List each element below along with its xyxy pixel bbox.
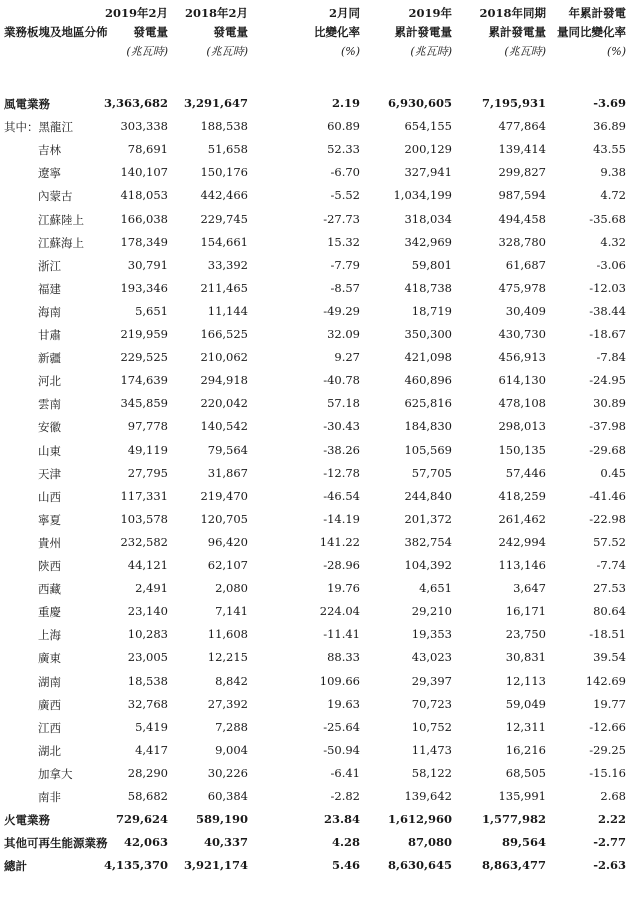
row-value: -35.68 [589, 211, 626, 226]
row-value: -6.41 [330, 765, 360, 780]
row-value: -12.03 [589, 280, 626, 295]
row-value: 154,661 [200, 234, 248, 249]
row-label: 廣西 [38, 697, 61, 712]
row-value: -7.79 [330, 257, 360, 272]
row-value: 15.32 [327, 234, 360, 249]
row-value: 5.46 [331, 858, 360, 873]
row-value: 40,337 [203, 835, 248, 850]
row-value: 232,582 [120, 534, 168, 549]
row-value: 3,647 [513, 581, 546, 596]
table-row [0, 855, 640, 878]
row-value: 60,384 [207, 789, 248, 803]
row-value: 211,465 [200, 280, 248, 295]
row-value: 57,446 [505, 465, 546, 480]
row-value: 9.27 [334, 350, 360, 365]
row-value: 89,564 [501, 835, 546, 850]
row-label: 江西 [38, 720, 61, 735]
row-value: 23,750 [505, 627, 546, 642]
row-value: 987,594 [498, 188, 546, 203]
table-row [0, 139, 640, 162]
table-row [0, 463, 640, 486]
row-value: 11,144 [207, 303, 248, 318]
row-value: 1,612,960 [387, 812, 452, 827]
row-label: 甘肅 [38, 328, 61, 342]
row-value: 30,791 [127, 257, 168, 272]
row-value: -30.43 [323, 419, 360, 434]
row-value: 58,122 [411, 765, 452, 780]
row-value: -8.57 [330, 280, 360, 295]
row-value: -18.51 [589, 627, 626, 642]
row-value: 57.52 [593, 534, 626, 549]
row-value: 44,121 [127, 558, 168, 572]
table-row [0, 93, 640, 116]
table-row [0, 647, 640, 670]
row-label: 貴州 [38, 535, 61, 550]
table-row [0, 278, 640, 301]
row-value: -3.69 [593, 96, 626, 110]
row-value: -38.26 [323, 442, 360, 457]
row-label: 風電業務 [4, 97, 50, 111]
row-value: 23,140 [127, 604, 168, 619]
row-value: 18,538 [127, 673, 168, 688]
row-value: 80.64 [593, 604, 626, 619]
table-row [0, 440, 640, 463]
row-value: 139,414 [498, 142, 546, 157]
row-value: 59,049 [505, 696, 546, 711]
row-value: 36.89 [593, 119, 626, 134]
row-value: 12,311 [505, 719, 546, 734]
row-value: 7,288 [215, 719, 248, 734]
row-value: 96,420 [207, 534, 248, 549]
row-label: 加拿大 [38, 766, 73, 781]
row-value: 31,867 [207, 465, 248, 480]
row-label: 其中：黑龍江 [4, 120, 73, 135]
row-value: 1,034,199 [393, 188, 452, 203]
row-value: 1,577,982 [481, 812, 546, 827]
row-value: 229,525 [120, 350, 168, 365]
row-value: 27,795 [127, 465, 168, 480]
table-row [0, 162, 640, 185]
table-row [0, 232, 640, 255]
row-value: 62,107 [207, 558, 248, 572]
row-value: 32.09 [327, 327, 360, 341]
row-value: 166,525 [200, 327, 248, 341]
row-value: 28,290 [127, 765, 168, 780]
row-value: 4.72 [600, 188, 626, 203]
row-value: 8,630,645 [387, 858, 452, 873]
row-value: 188,538 [200, 119, 248, 134]
table-row [0, 116, 640, 139]
header-col-ytd-2019: 2019年 累計發電量 (兆瓦時) [394, 6, 452, 58]
row-value: 219,470 [200, 488, 248, 503]
row-value: 9,004 [215, 742, 248, 757]
table-row [0, 209, 640, 232]
row-value: -37.98 [589, 419, 626, 434]
row-value: 224.04 [319, 604, 360, 619]
row-value: 117,331 [120, 488, 168, 503]
row-value: -27.73 [323, 211, 360, 226]
row-value: 299,827 [498, 165, 546, 180]
row-value: 59,801 [411, 257, 452, 272]
row-value: 318,034 [404, 211, 452, 226]
row-value: 193,346 [120, 280, 168, 295]
header-col-feb-2019: 2019年2月 發電量 (兆瓦時) [104, 6, 168, 58]
row-value: 140,542 [200, 419, 248, 434]
row-value: -50.94 [323, 742, 360, 757]
row-value: 57,705 [411, 465, 452, 480]
row-label: 上海 [38, 628, 61, 643]
table-row [0, 740, 640, 763]
row-value: 654,155 [404, 119, 452, 134]
row-value: 19.63 [327, 696, 360, 711]
row-value: 58,682 [127, 789, 168, 803]
row-value: -5.52 [330, 188, 360, 203]
table-row [0, 185, 640, 208]
row-value: 261,462 [498, 511, 546, 526]
row-label: 新疆 [38, 351, 61, 366]
row-value: 97,778 [127, 419, 168, 434]
row-label: 湖北 [38, 743, 61, 758]
row-value: -6.70 [330, 165, 360, 180]
row-value: 2,080 [215, 581, 248, 596]
row-value: -29.68 [589, 442, 626, 457]
row-value: 43.55 [593, 142, 626, 157]
row-value: -22.98 [589, 511, 626, 526]
row-value: 4,651 [419, 581, 452, 596]
row-value: 2,491 [135, 581, 168, 596]
row-value: 8,842 [215, 673, 248, 688]
table-row [0, 509, 640, 532]
row-value: 303,338 [120, 119, 168, 134]
row-value: 7,195,931 [481, 96, 546, 110]
row-value: 430,730 [498, 327, 546, 341]
row-value: 0.45 [600, 465, 626, 480]
row-value: 2.19 [331, 96, 360, 110]
header-col-ytd-2018: 2018年同期 累計發電量 (兆瓦時) [479, 6, 546, 58]
row-value: 19.76 [327, 581, 360, 596]
row-value: -49.29 [323, 303, 360, 318]
row-value: -25.64 [323, 719, 360, 734]
row-value: 2.22 [597, 812, 626, 827]
row-value: 16,171 [505, 604, 546, 619]
row-value: 5,419 [135, 719, 168, 734]
row-value: 2.68 [600, 789, 626, 803]
row-value: 52.33 [327, 142, 360, 157]
row-value: -46.54 [323, 488, 360, 503]
row-value: 4.28 [331, 835, 360, 850]
row-value: 589,190 [195, 812, 248, 827]
row-value: 614,130 [498, 373, 546, 388]
row-value: -41.46 [589, 488, 626, 503]
row-value: 729,624 [115, 812, 168, 827]
row-value: 494,458 [498, 211, 546, 226]
table-row [0, 717, 640, 740]
row-value: 478,108 [498, 396, 546, 411]
header-col-ytd-yoy: 年累計發電 量同比變化率 (%) [557, 6, 626, 58]
row-value: 4.32 [600, 234, 626, 249]
table-row [0, 393, 640, 416]
row-value: 33,392 [207, 257, 248, 272]
row-value: 120,705 [200, 511, 248, 526]
row-label: 重慶 [38, 605, 61, 620]
row-value: 32,768 [127, 696, 168, 711]
row-value: 421,098 [404, 350, 452, 365]
row-value: -2.82 [330, 789, 360, 803]
table-row [0, 671, 640, 694]
row-value: 78,691 [127, 142, 168, 157]
row-value: 5,651 [135, 303, 168, 318]
table-header [0, 0, 640, 82]
row-value: 19.77 [593, 696, 626, 711]
table-row [0, 601, 640, 624]
row-label: 海南 [38, 304, 61, 319]
row-value: 139,642 [404, 789, 452, 803]
row-label: 西藏 [38, 582, 61, 597]
row-value: -18.67 [589, 327, 626, 341]
row-label: 安徽 [38, 420, 61, 435]
row-label: 南非 [38, 790, 61, 804]
header-col-feb-yoy: 2月同 比變化率 (%) [314, 6, 360, 58]
header-label: 業務板塊及地區分佈 [4, 25, 108, 39]
row-value: 61,687 [505, 257, 546, 272]
row-value: 68,505 [505, 765, 546, 780]
table-row [0, 832, 640, 855]
row-value: -12.78 [323, 465, 360, 480]
row-value: 39.54 [593, 650, 626, 665]
table-row [0, 301, 640, 324]
row-value: 88.33 [327, 650, 360, 665]
row-label: 湖南 [38, 674, 61, 689]
row-value: 49,119 [127, 442, 168, 457]
row-label: 總計 [4, 859, 27, 874]
row-value: 456,913 [498, 350, 546, 365]
table-row [0, 624, 640, 647]
row-label: 江蘇陸上 [38, 212, 84, 227]
table-row [0, 809, 640, 832]
row-label: 遼寧 [38, 166, 61, 181]
row-value: 87,080 [407, 835, 452, 850]
table-row [0, 486, 640, 509]
row-value: 327,941 [404, 165, 452, 180]
row-value: 475,978 [498, 280, 546, 295]
row-value: 105,569 [404, 442, 452, 457]
row-value: 150,135 [498, 442, 546, 457]
row-value: 242,994 [498, 534, 546, 549]
table-row [0, 555, 640, 578]
row-value: 109.66 [319, 673, 360, 688]
row-value: 200,129 [404, 142, 452, 157]
table-row [0, 255, 640, 278]
row-value: -14.19 [323, 511, 360, 526]
table-row [0, 786, 640, 809]
row-value: 294,918 [200, 373, 248, 388]
table-row [0, 763, 640, 786]
row-value: 3,291,647 [183, 96, 248, 110]
row-value: 43,023 [411, 650, 452, 665]
row-value: 11,473 [411, 742, 452, 757]
row-label: 天津 [38, 466, 61, 481]
row-value: -7.74 [596, 558, 626, 572]
header-col-feb-2018: 2018年2月 發電量 (兆瓦時) [184, 6, 248, 58]
row-value: 104,392 [404, 558, 452, 572]
row-value: 166,038 [120, 211, 168, 226]
table-row [0, 694, 640, 717]
row-value: 103,578 [120, 511, 168, 526]
row-value: 27.53 [593, 581, 626, 596]
row-label: 吉林 [38, 143, 61, 158]
row-value: 57.18 [327, 396, 360, 411]
row-value: 6,930,605 [387, 96, 452, 110]
row-value: 244,840 [404, 488, 452, 503]
row-value: -2.77 [593, 835, 626, 850]
row-value: -38.44 [589, 303, 626, 318]
table-row [0, 324, 640, 347]
table-row [0, 370, 640, 393]
row-value: 184,830 [404, 419, 452, 434]
row-value: 460,896 [404, 373, 452, 388]
row-label: 雲南 [38, 397, 61, 412]
row-value: 342,969 [404, 234, 452, 249]
row-value: 142.69 [585, 673, 626, 688]
row-value: 60.89 [327, 119, 360, 134]
row-value: 113,146 [498, 558, 546, 572]
row-value: -24.95 [589, 373, 626, 388]
row-value: 8,863,477 [481, 858, 546, 873]
row-value: 418,053 [120, 188, 168, 203]
row-value: 4,135,370 [103, 858, 168, 873]
row-value: 12,215 [207, 650, 248, 665]
row-value: 141.22 [319, 534, 360, 549]
row-label: 寧夏 [38, 512, 61, 527]
row-value: 201,372 [404, 511, 452, 526]
row-value: 29,210 [411, 604, 452, 619]
row-value: -29.25 [589, 742, 626, 757]
row-value: 150,176 [200, 165, 248, 180]
row-value: 135,991 [498, 789, 546, 803]
row-value: 79,564 [207, 442, 248, 457]
row-value: -28.96 [323, 558, 360, 572]
row-value: 220,042 [200, 396, 248, 411]
row-value: 30,226 [207, 765, 248, 780]
row-value: 19,353 [411, 627, 452, 642]
row-label: 山西 [38, 489, 61, 504]
row-value: 3,363,682 [103, 96, 168, 110]
row-value: -15.16 [589, 765, 626, 780]
row-value: 27,392 [207, 696, 248, 711]
row-value: -3.06 [596, 257, 626, 272]
row-label: 山東 [38, 443, 61, 458]
row-value: 477,864 [498, 119, 546, 134]
table-row [0, 347, 640, 370]
row-label: 浙江 [38, 258, 61, 273]
row-label: 廣東 [38, 651, 61, 666]
row-value: 625,816 [404, 396, 452, 411]
row-value: 30,409 [505, 303, 546, 318]
row-value: 229,745 [200, 211, 248, 226]
row-value: 11,608 [207, 627, 248, 642]
table-row [0, 416, 640, 439]
row-value: 23,005 [127, 650, 168, 665]
row-value: 23.84 [323, 812, 360, 827]
row-value: 140,107 [120, 165, 168, 180]
row-value: 51,658 [207, 142, 248, 157]
row-value: 7,141 [215, 604, 248, 619]
row-value: 219,959 [120, 327, 168, 341]
table-row [0, 532, 640, 555]
row-value: 382,754 [404, 534, 452, 549]
row-value: 18,719 [411, 303, 452, 318]
row-value: 29,397 [411, 673, 452, 688]
table-row [0, 578, 640, 601]
row-value: 9.38 [600, 165, 626, 180]
row-value: 418,259 [498, 488, 546, 503]
row-value: 442,466 [200, 188, 248, 203]
row-value: 328,780 [498, 234, 546, 249]
row-label: 河北 [38, 374, 61, 389]
row-value: 30.89 [593, 396, 626, 411]
row-value: 350,300 [404, 327, 452, 341]
row-value: 10,752 [411, 719, 452, 734]
row-label: 江蘇海上 [38, 235, 84, 250]
row-value: 174,639 [120, 373, 168, 388]
row-value: -2.63 [593, 858, 626, 873]
row-label: 福建 [38, 281, 61, 296]
row-label: 內蒙古 [38, 189, 73, 204]
row-value: 345,859 [120, 396, 168, 411]
row-value: -12.66 [589, 719, 626, 734]
row-value: 42,063 [123, 835, 168, 850]
row-label: 其他可再生能源業務 [4, 836, 108, 851]
row-value: -7.84 [596, 350, 626, 365]
row-value: 12,113 [505, 673, 546, 688]
row-value: 16,216 [505, 742, 546, 757]
row-value: 178,349 [120, 234, 168, 249]
row-value: 298,013 [498, 419, 546, 434]
row-value: -11.41 [323, 627, 360, 642]
row-label: 陝西 [38, 559, 61, 573]
row-value: 4,417 [135, 742, 168, 757]
row-value: -40.78 [323, 373, 360, 388]
row-value: 210,062 [200, 350, 248, 365]
row-value: 3,921,174 [183, 858, 248, 873]
row-value: 70,723 [411, 696, 452, 711]
row-label: 火電業務 [4, 813, 50, 828]
row-value: 418,738 [404, 280, 452, 295]
row-value: 10,283 [127, 627, 168, 642]
row-value: 30,831 [505, 650, 546, 665]
